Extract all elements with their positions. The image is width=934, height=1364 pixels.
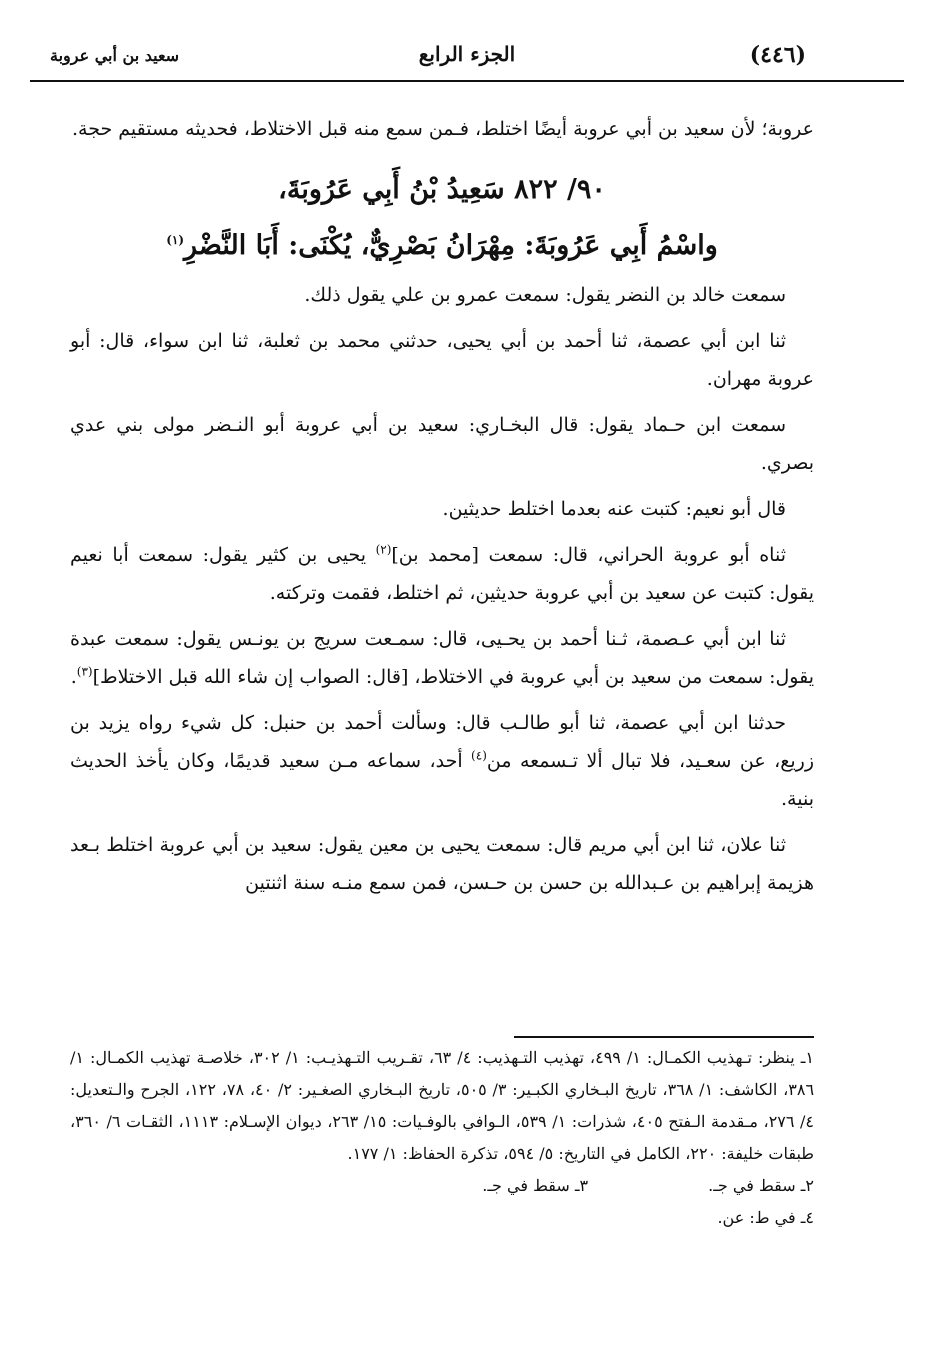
paragraph-7-part-a: حدثنا ابن أبي عصمة، ثنا أبو طالـب قال: وسألت أحمد بن حنبل: كل شيء رواه يزيد بن زريع، عن سعـيد، فلا تبال ألا تـسمعه من [70,712,814,772]
paragraph-1: سمعت خالد بن النضر يقول: سمعت عمرو بن علي يقول ذلك. [304,284,786,306]
footnote-2: ٢ـ سقط في جـ. [708,1176,814,1195]
paragraph-5-part-a: ثناه أبو عروبة الحراني، قال: سمعت [محمد بن] [391,544,786,566]
entry-title-line2 [70,218,814,274]
footnotes [70,1042,814,1234]
paragraph-6-part-a: ثنا ابن أبي عـصمة، ثـنا أحمد بن يحـيى، قال: سمـعت سريج بن يونـس يقول: سمعت عبدة يقول: سمعت من سعيد بن أبي عروبة في الاختلاط، [قال: الصواب إن شاء الله قبل الاختلاط] [70,628,814,688]
paragraph-2: ثنا ابن أبي عصمة، ثنا أحمد بن أبي يحيى، حدثني محمد بن ثعلبة، ثنا ابن سواء، قال: أبو عروبة مهران. [70,330,814,390]
entry-title-line1: ٩٠/ ٨٢٢ سَعِيدُ بْنُ أَبِي عَرُوبَةَ، [278,174,606,205]
footnote-1: ١ـ ينظر: تـهذيب الكمـال: ١/ ٤٩٩، تهذيب التـهذيب: ٤/ ٦٣، تقـريب التـهذيـب: ١/ ٣٠٢، خلاصـة تهذيب الكمـال: ١/ ٣٨٦، الكاشف: ١/ ٣٦٨، تاريخ البـخاري الكبـير: ٣/ ٥٠٥، تاريخ البـخاري الصغـير: ٢/ ٤٠، ٧٨، ١٢٢، الجرح والـتعديل: ٤/ ٢٧٦، مـقدمة الـفتح ٤٠٥، شذرات: ١/ ٥٣٩، الـوافي بالوفـيات: ١٥/ ٢٦٣، ديوان الإسـلام: ١١١٣، الثقـات ٦/ ٣٦٠، طبقات خليفة: ٢٢٠، الكامل في التاريخ: ٥/ ٥٩٤، تذكرة الحفاظ: ١/ ١٧٧. [70,1048,815,1163]
footnote-ref-3[interactable]: (٣) [76,664,93,679]
paragraph-4: قال أبو نعيم: كتبت عنه بعدما اختلط حديثين. [442,498,786,520]
header-rule [30,80,904,82]
footnote-ref-2[interactable]: (٢) [375,542,392,557]
paragraph-6-part-b: . [70,666,77,688]
paragraph-8: ثنا علان، ثنا ابن أبي مريم قال: سمعت يحيى بن معين يقول: سعيد بن أبي عروبة اختلط بـعد هزيمة إبراهيم بن عـبدالله بن حسن بن حـسن، فمن سمع منـه سنة اثنتين [70,834,814,894]
footnote-row [70,1170,814,1202]
paragraph-7-part-b: أحد، سماعه مـن سعيد قديمًا، وكان يأخذ الحديث بنية. [70,750,814,810]
paragraph-5 [70,536,814,612]
paragraph-7 [70,704,814,818]
running-title: سعيد بن أبي عروبة [50,46,180,65]
main-text [70,110,814,910]
paragraph-5-part-b: يحيى بن كثير يقول: سمعت أبا نعيم يقول: كتبت عن سعيد بن أبي عروبة حديثين، ثم اختلط، فقمت وتركته. [70,544,814,604]
page-number: (٤٤٦) [749,42,806,68]
part-title: الجزء الرابع [418,42,516,66]
page-header [30,38,904,82]
paragraph-6 [70,620,814,696]
paragraph-3: سمعت ابن حـماد يقول: قال البخـاري: سعيد بن أبي عروبة أبو النـضر مولى بني عدي بصري. [70,414,814,474]
footnote-4: ٤ـ في ط: عن. [717,1208,814,1227]
entry-title-line2-text: واسْمُ أَبِي عَرُوبَةَ: مِهْرَانُ بَصْرِيٌّ، يُكْنَى: أَبَا النَّضْرِ [184,230,718,261]
footnote-ref-1[interactable]: (١) [166,233,185,247]
footnote-separator [514,1036,814,1038]
entry-title [70,162,814,274]
footnote-3: ٣ـ سقط في جـ. [482,1176,589,1195]
opening-paragraph: عروبة؛ لأن سعيد بن أبي عروبة أيضًا اختلط، فـمن سمع منه قبل الاختلاط، فحديثه مستقيم حجة. [71,118,814,140]
footnote-ref-4[interactable]: (٤) [471,748,487,763]
